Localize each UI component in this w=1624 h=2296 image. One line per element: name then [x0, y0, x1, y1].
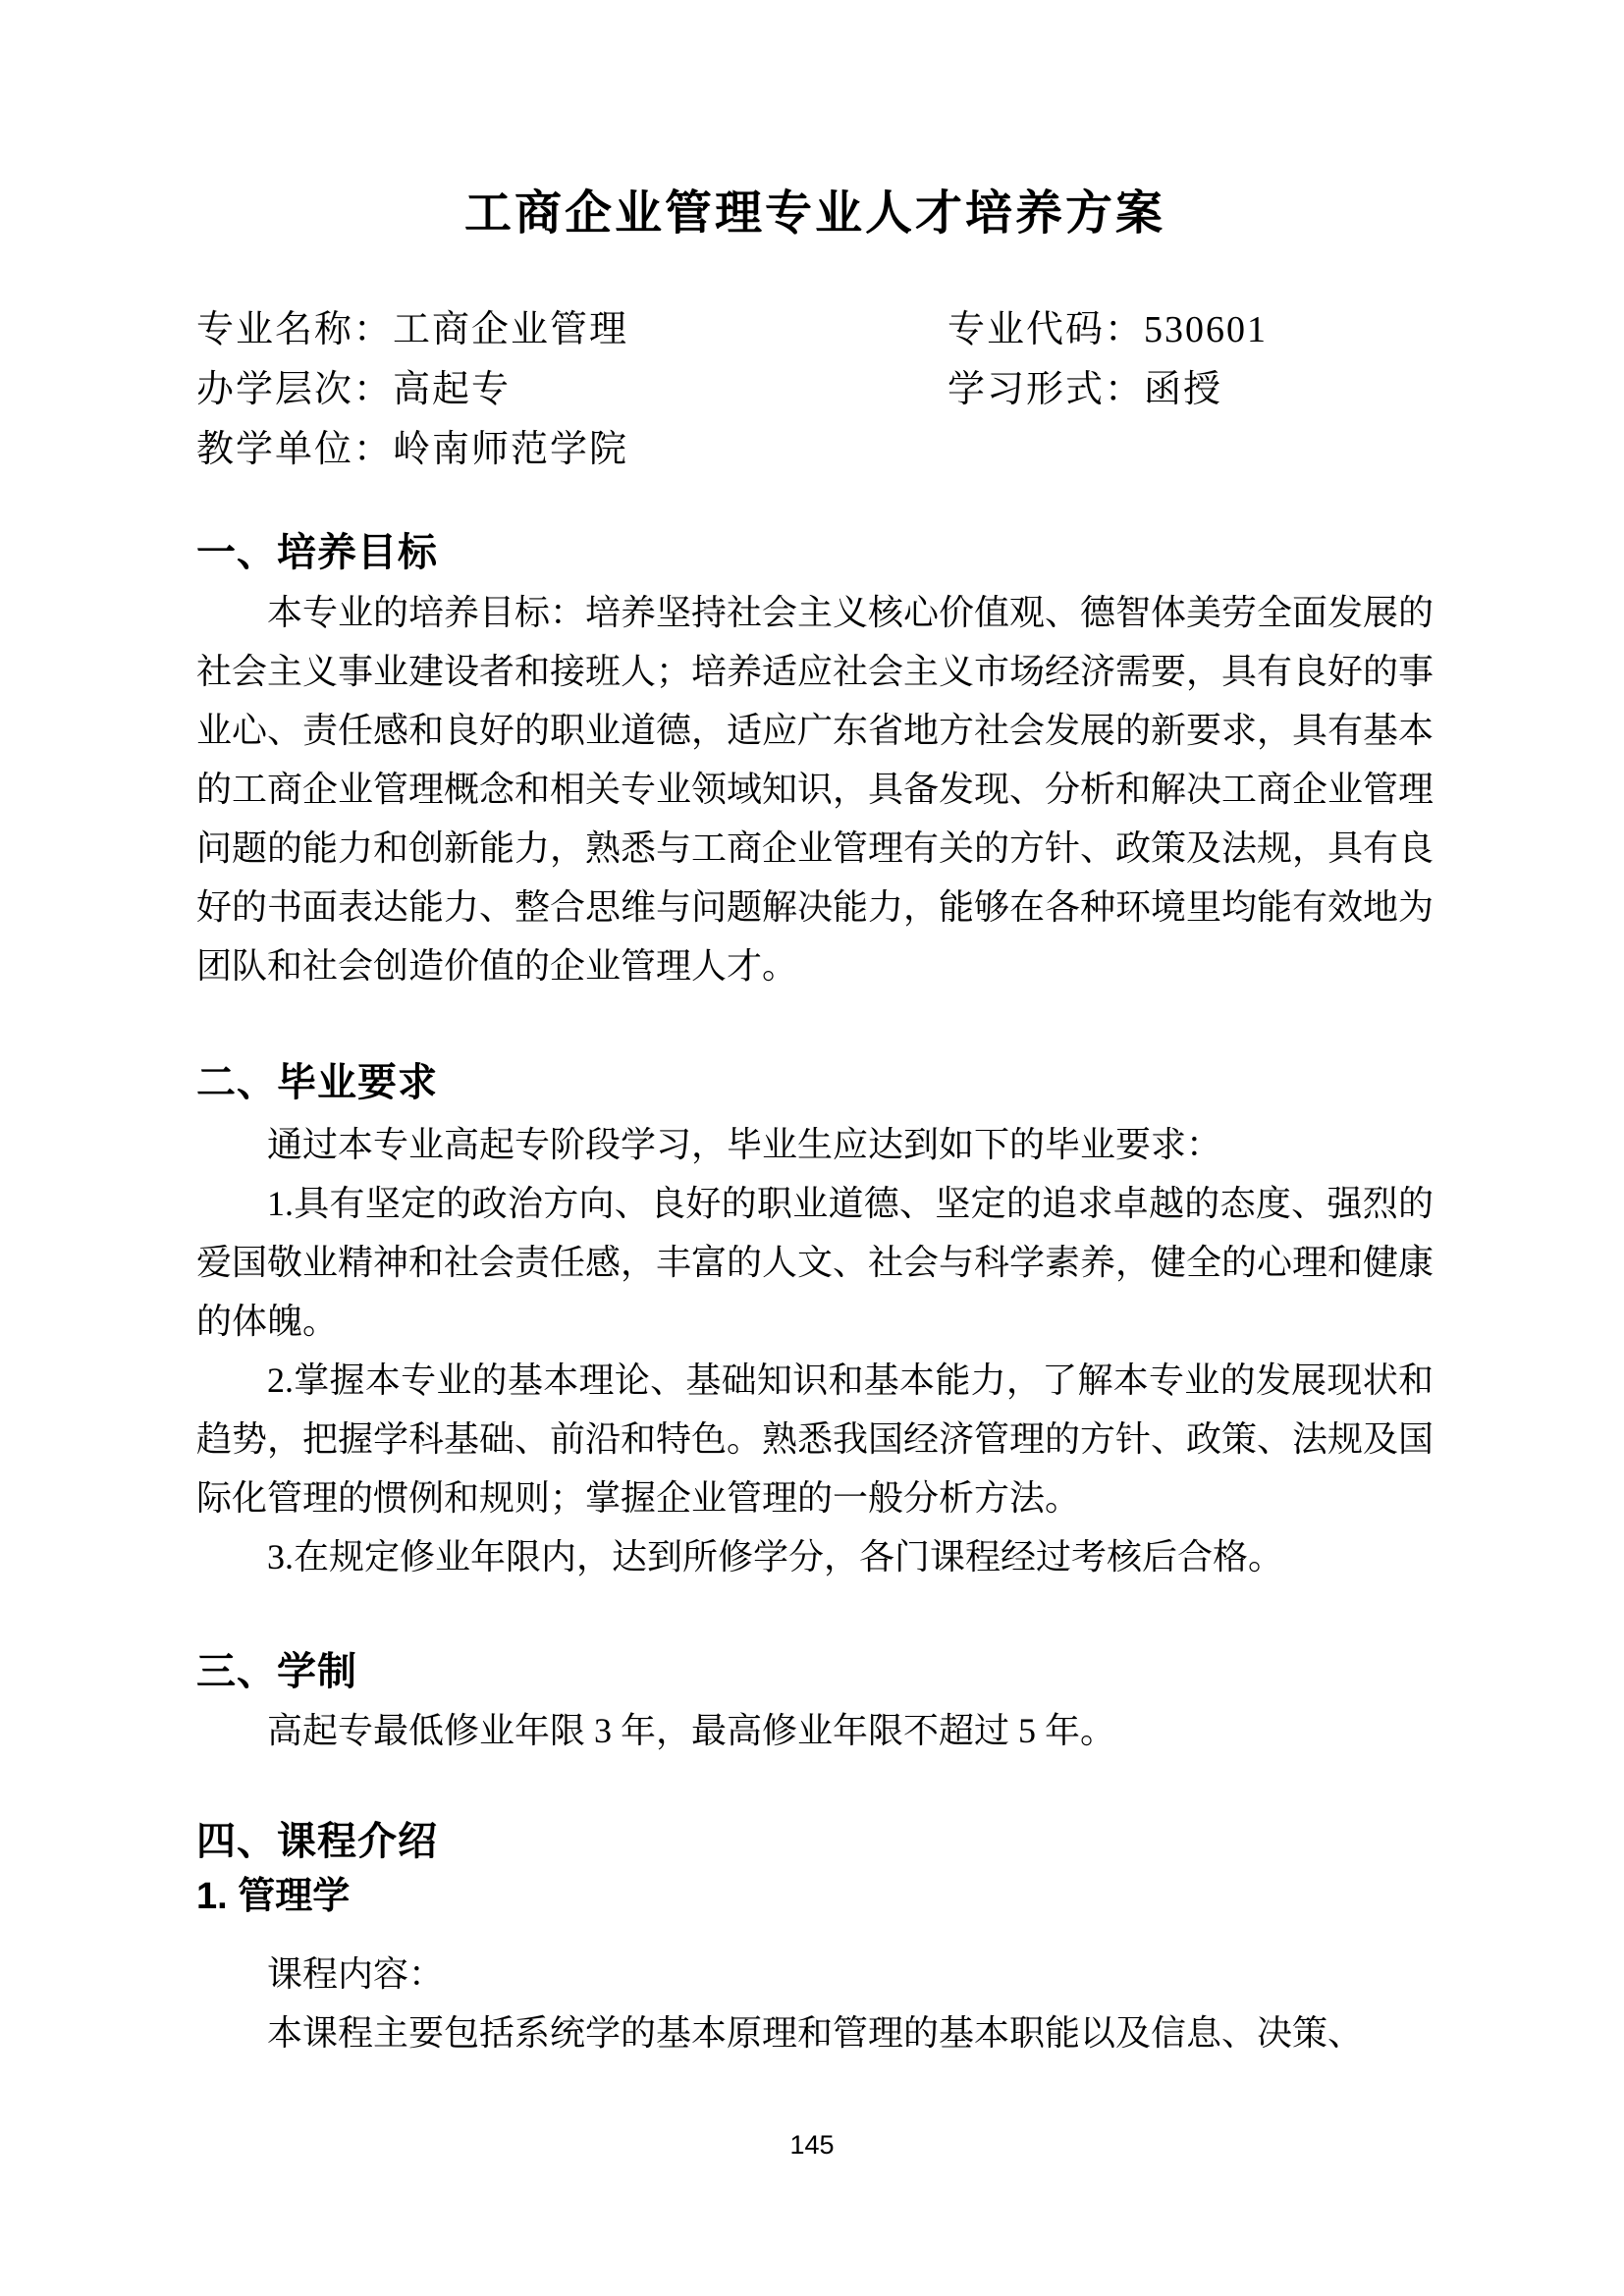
study-form-value: 函授 [1144, 369, 1223, 410]
teaching-unit-label: 教学单位： [196, 429, 394, 470]
section-2-body [196, 1115, 1434, 1586]
course-1-content-label: 课程内容： [267, 1954, 445, 1994]
meta-row-3 [196, 420, 1434, 480]
section-3-heading: 三、学制 [196, 1650, 357, 1693]
page-number: 145 [789, 2130, 835, 2160]
graduation-requirements-intro: 通过本专业高起专阶段学习，毕业生应达到如下的毕业要求： [267, 1125, 1222, 1164]
major-name-label: 专业名称： [196, 309, 394, 350]
level-value: 高起专 [393, 369, 512, 410]
schooling-length-paragraph: 高起专最低修业年限 3 年，最高修业年限不超过 5 年。 [267, 1711, 1116, 1750]
meta-level [196, 360, 947, 420]
level-label: 办学层次： [196, 369, 394, 410]
section-1-heading: 一、培养目标 [196, 531, 438, 574]
meta-empty-cell [947, 420, 1434, 480]
section-2-heading: 二、毕业要求 [196, 1061, 438, 1104]
major-name-value: 工商企业管理 [393, 309, 629, 350]
document-title: 工商企业管理专业人才培养方案 [463, 187, 1165, 240]
meta-row-1 [196, 300, 1434, 360]
course-1-title: 1. 管理学 [196, 1876, 351, 1917]
training-objective-paragraph: 本专业的培养目标：培养坚持社会主义核心价值观、德智体美劳全面发展的社会主义事业建设者和接班人；培养适应社会主义市场经济需要，具有良好的事业心、责任感和良好的职业道德，适应广东省地方社会发展的新要求，具有基本的工商企业管理概念和相关专业领域知识，具备发现、分析和解决工商企业管理问题的能力和创新能力，熟悉与工商企业管理有关的方针、政策及法规，具有良好的书面表达能力、整合思维与问题解决能力，能够在各种环境里均能有效地为团队和社会创造价值的企业管理人才。 [196, 593, 1435, 986]
meta-row-2 [196, 360, 1434, 420]
teaching-unit-value: 岭南师范学院 [393, 429, 629, 470]
meta-major-code [947, 300, 1434, 360]
graduation-requirement-item-2: 2.掌握本专业的基本理论、基础知识和基本能力，了解本专业的发展现状和趋势，把握学科基础、前沿和特色。熟悉我国经济管理的方针、政策、法规及国际化管理的惯例和规则；掌握企业管理的一般分析方法。 [196, 1361, 1435, 1518]
meta-study-form [947, 360, 1434, 420]
meta-teaching-unit [196, 420, 947, 480]
meta-major-name [196, 300, 947, 360]
study-form-label: 学习形式： [947, 369, 1145, 410]
graduation-requirement-item-3: 3.在规定修业年限内，达到所修学分，各门课程经过考核后合格。 [267, 1537, 1284, 1576]
graduation-requirement-item-1: 1.具有坚定的政治方向、良好的职业道德、坚定的追求卓越的态度、强烈的爱国敬业精神和社会责任感，丰富的人文、社会与科学素养，健全的心理和健康的体魄。 [196, 1184, 1435, 1341]
major-code-value: 530601 [1144, 309, 1269, 350]
section-4-heading: 四、课程介绍 [196, 1820, 438, 1863]
meta-block [196, 300, 1434, 480]
section-3-body [196, 1701, 1434, 1760]
major-code-label: 专业代码： [947, 309, 1145, 350]
section-1-body [196, 583, 1434, 995]
course-1-content-first-line: 本课程主要包括系统学的基本原理和管理的基本职能以及信息、决策、 [267, 2013, 1364, 2053]
